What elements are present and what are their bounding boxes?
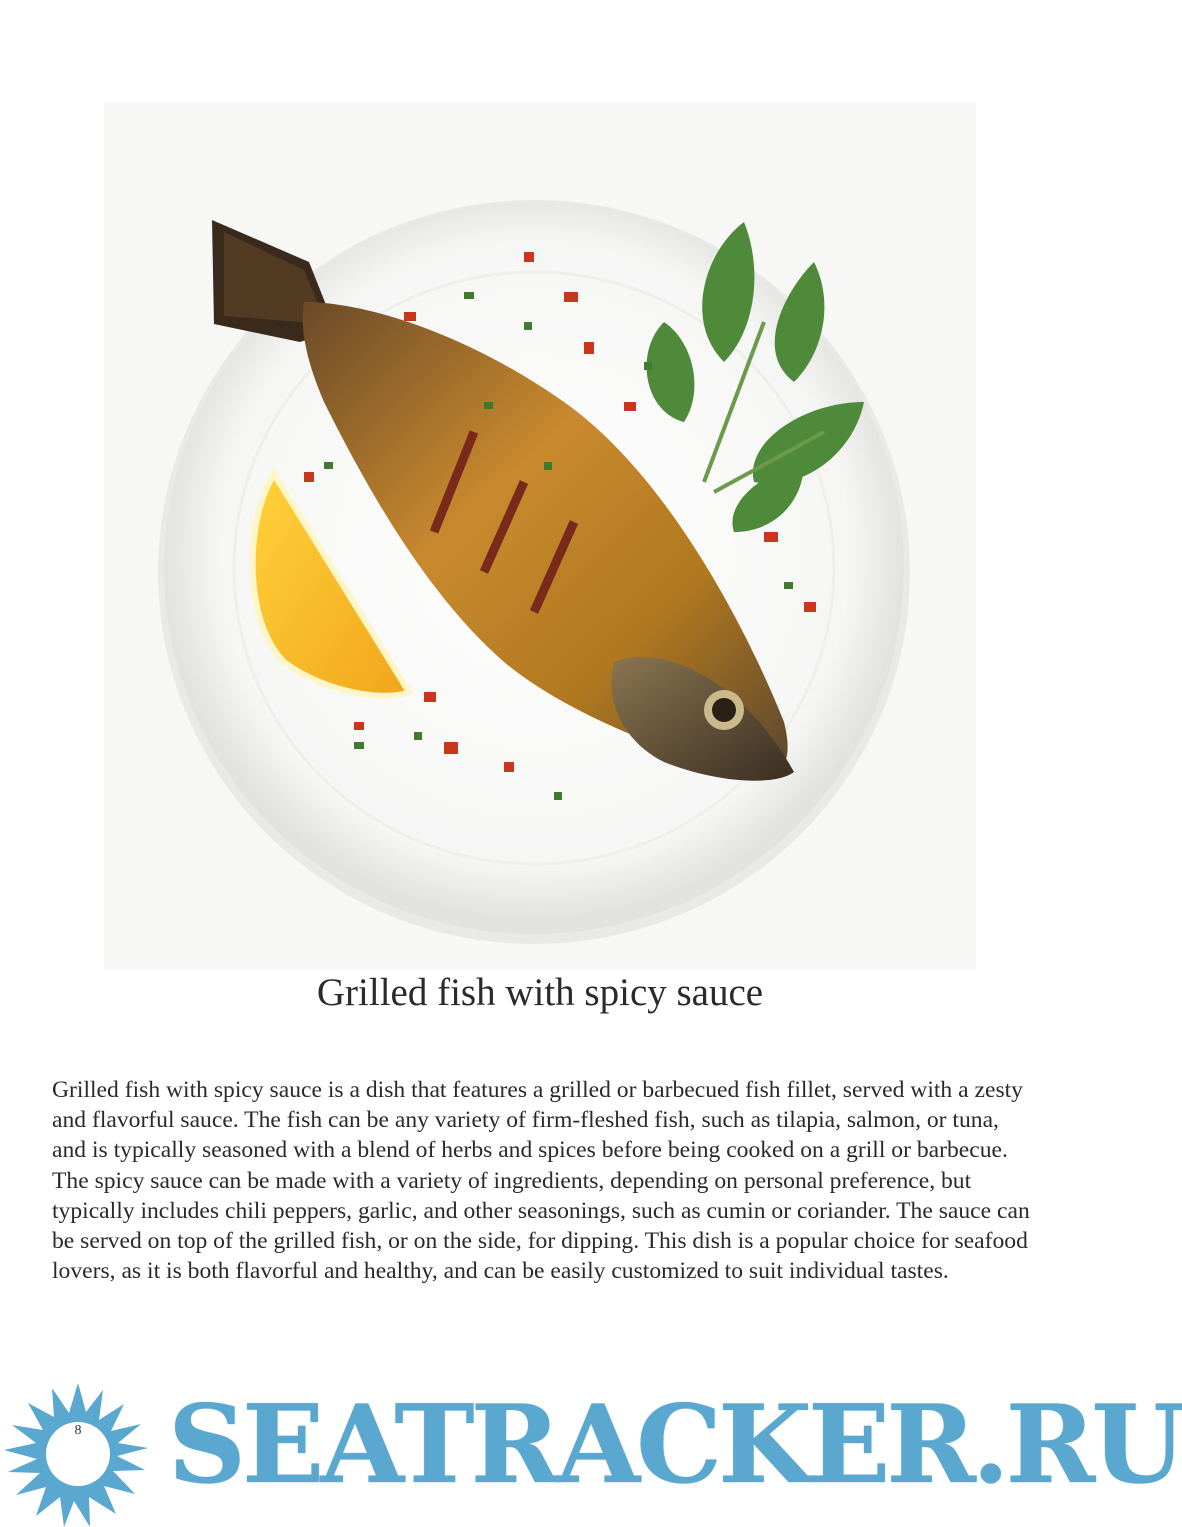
brand-logo-text: SEATRACKER.RU (168, 1382, 1182, 1508)
sun-logo-icon (4, 1383, 148, 1527)
food-photo (104, 102, 976, 970)
page-number: 8 (74, 1423, 82, 1438)
recipe-description: Grilled fish with spicy sauce is a dish that features a grilled or barbecued fish fillet, served with a zesty and flavorful sauce. The fish can be any variety of firm-fleshed fish, such as tilapia, salmon, or tuna, and is typically seasoned with a blend of herbs and spices before being cooked on a grill or barbecue. The spicy sauce can be made with a variety of ingredients, depending on personal preference, but typically includes chili peppers, garlic, and other seasonings, such as cumin or coriander. The sauce can be served on top of the grilled fish, or on the side, for dipping. This dish is a popular choice for seafood lovers, as it is both flavorful and healthy, and can be easily customized to suit individual tastes. (52, 1077, 1030, 1285)
recipe-title: Grilled fish with spicy sauce (316, 971, 764, 1014)
